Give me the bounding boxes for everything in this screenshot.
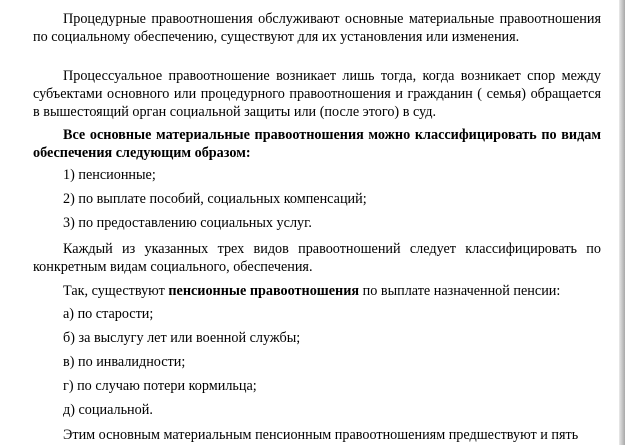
- list-item: д) социальной.: [63, 402, 153, 418]
- paragraph-pension: [33, 282, 601, 300]
- pension-text-after: по выплате назначенной пенсии:: [359, 283, 561, 299]
- pension-text-before: Так, существуют: [63, 283, 169, 299]
- paragraph-each-type: Каждый из указанных трех видов правоотношений следует классифицировать по конкретным видам социального, обеспечения.: [33, 241, 601, 275]
- list-item: 1) пенсионные;: [63, 167, 156, 183]
- paragraph-procedural: Процедурные правоотношения обслуживают основные материальные правоотношения по социальному обеспечению, существуют для их установления или изменения.: [33, 11, 601, 45]
- pension-bold-term: пенсионные правоотношения: [168, 283, 360, 299]
- list-item: а) по старости;: [63, 306, 154, 322]
- list-item: 3) по предоставлению социальных услуг.: [63, 215, 312, 231]
- bold-classification-text: Все основные материальные правоотношения можно классифицировать по видам обеспечения следующим образом:: [33, 127, 601, 161]
- list-item: г) по случаю потери кормильца;: [63, 378, 257, 394]
- page-edge-shadow: [619, 0, 625, 445]
- paragraph-process: Процессуальное правоотношение возникает лишь тогда, когда возникает спор между субъектами основного или процедурного правоотношения и гражданин ( семья) обращается в вышестоящий орган социальной защиты или (после этого) в суд.: [33, 68, 601, 120]
- paragraph-classification: [33, 126, 601, 162]
- list-item: б) за выслугу лет или военной службы;: [63, 330, 301, 346]
- paragraph-final: Этим основным материальным пенсионным правоотношениям предшествуют и пять: [63, 427, 579, 443]
- list-item: 2) по выплате пособий, социальных компенсаций;: [63, 191, 367, 207]
- list-item: в) по инвалидности;: [63, 354, 186, 370]
